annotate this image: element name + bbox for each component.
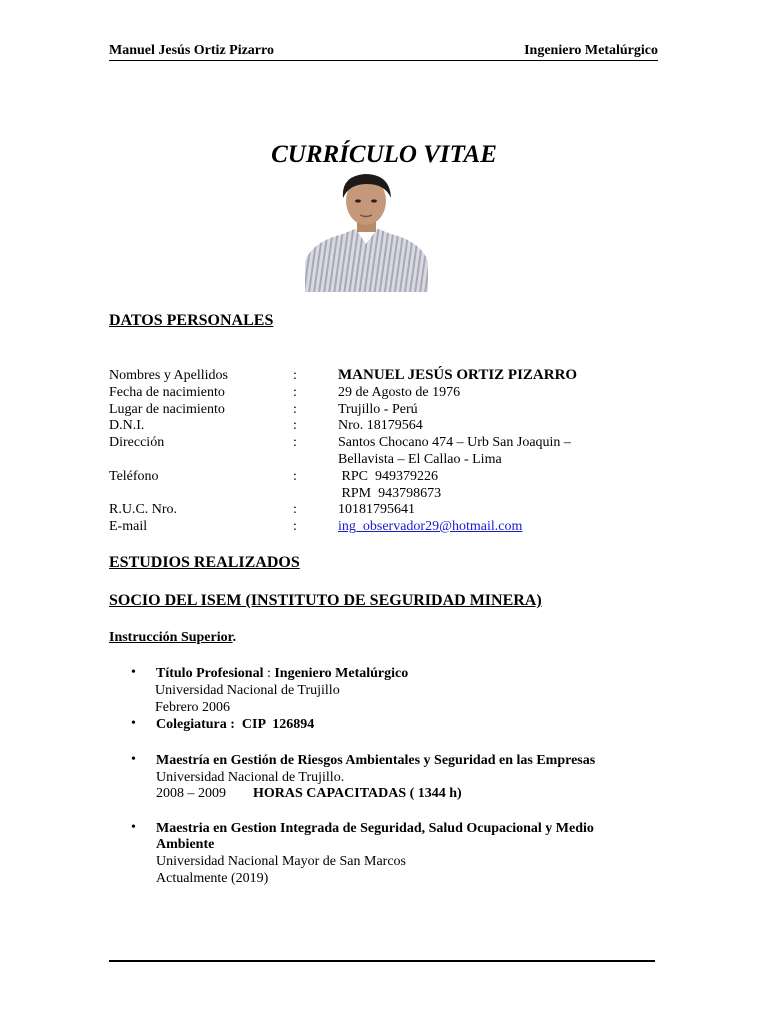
personal-row-phone-cont [109, 485, 669, 502]
birthplace-colon: : [293, 402, 297, 417]
instruccion-superior-label: Instrucción Superior [109, 630, 233, 645]
dni-colon: : [293, 418, 297, 433]
birthplace-label: Lugar de nacimiento [109, 402, 225, 417]
section-estudios-realizados: ESTUDIOS REALIZADOS [109, 554, 300, 571]
master1-hours: HORAS CAPACITADAS ( 1344 h) [253, 786, 462, 801]
phone-label: Teléfono [109, 469, 159, 484]
degree-label: Título Profesional [156, 666, 264, 681]
personal-row-dni [109, 417, 669, 434]
document-title: CURRÍCULO VITAE [271, 141, 497, 168]
personal-row-address-cont [109, 451, 669, 468]
ruc-value: 10181795641 [338, 502, 415, 517]
names-value: MANUEL JESÚS ORTIZ PIZARRO [338, 367, 578, 383]
email-link[interactable]: ing_observador29@hotmail.com [338, 519, 523, 534]
address-label: Dirección [109, 435, 165, 450]
personal-row-phone [109, 468, 669, 485]
master1-university: Universidad Nacional de Trujillo. [156, 770, 345, 785]
email-colon: : [293, 519, 297, 534]
instruccion-superior-dot: . [232, 630, 237, 645]
footer-divider [109, 960, 655, 962]
birthdate-colon: : [293, 385, 297, 400]
names-label: Nombres y Apellidos [109, 368, 228, 383]
personal-row-email [109, 518, 669, 535]
degree-sep: : [263, 666, 275, 681]
ruc-colon: : [293, 502, 297, 517]
profile-photo [305, 170, 428, 292]
dni-value: Nro. 18179564 [338, 418, 423, 433]
page-header [109, 43, 658, 61]
master2-title-line1: Maestria en Gestion Integrada de Seguridad, Salud Ocupacional y Medio [156, 821, 594, 836]
ruc-label: R.U.C. Nro. [109, 502, 178, 517]
instruccion-superior-heading [109, 630, 236, 646]
personal-row-birthdate [109, 384, 669, 401]
master2-status: Actualmente (2019) [156, 871, 269, 886]
personal-row-ruc [109, 501, 669, 518]
master1-title: Maestría en Gestión de Riesgos Ambientales y Seguridad en las Empresas [156, 753, 596, 768]
bullet-master2: • [131, 820, 136, 835]
personal-row-address [109, 434, 669, 451]
phone-line2: RPM 943798673 [338, 486, 442, 501]
master2-title-line2: Ambiente [156, 837, 215, 852]
birthdate-value: 29 de Agosto de 1976 [338, 385, 461, 400]
phone-line1: RPC 949379226 [338, 469, 438, 484]
bullet-master1: • [131, 752, 136, 767]
bullet-college: • [131, 716, 136, 731]
section-datos-personales: DATOS PERSONALES [109, 312, 274, 329]
degree-line [156, 665, 408, 682]
address-colon: : [293, 435, 297, 450]
personal-row-names [109, 367, 669, 384]
header-name: Manuel Jesús Ortiz Pizarro [109, 43, 274, 58]
college-registration: Colegiatura : CIP 126894 [156, 717, 315, 732]
names-colon: : [293, 368, 297, 383]
address-line2: Bellavista – El Callao - Lima [338, 452, 502, 467]
address-line1: Santos Chocano 474 – Urb San Joaquin – [338, 435, 571, 450]
email-label: E-mail [109, 519, 148, 534]
master1-years: 2008 – 2009 [156, 786, 226, 801]
bullet-degree: • [131, 665, 136, 680]
phone-colon: : [293, 469, 297, 484]
dni-label: D.N.I. [109, 418, 145, 433]
degree-value: Ingeniero Metalúrgico [274, 666, 409, 681]
profile-photo-graphic [305, 170, 428, 292]
degree-university: Universidad Nacional de Trujillo [155, 683, 340, 698]
personal-row-birthplace [109, 401, 669, 418]
degree-date: Febrero 2006 [155, 700, 231, 715]
birthplace-value: Trujillo - Perú [338, 402, 418, 417]
header-profession: Ingeniero Metalúrgico [524, 43, 658, 58]
birthdate-label: Fecha de nacimiento [109, 385, 225, 400]
section-socio-isem: SOCIO DEL ISEM (INSTITUTO DE SEGURIDAD MINERA) [109, 592, 542, 609]
master2-university: Universidad Nacional Mayor de San Marcos [156, 854, 406, 869]
